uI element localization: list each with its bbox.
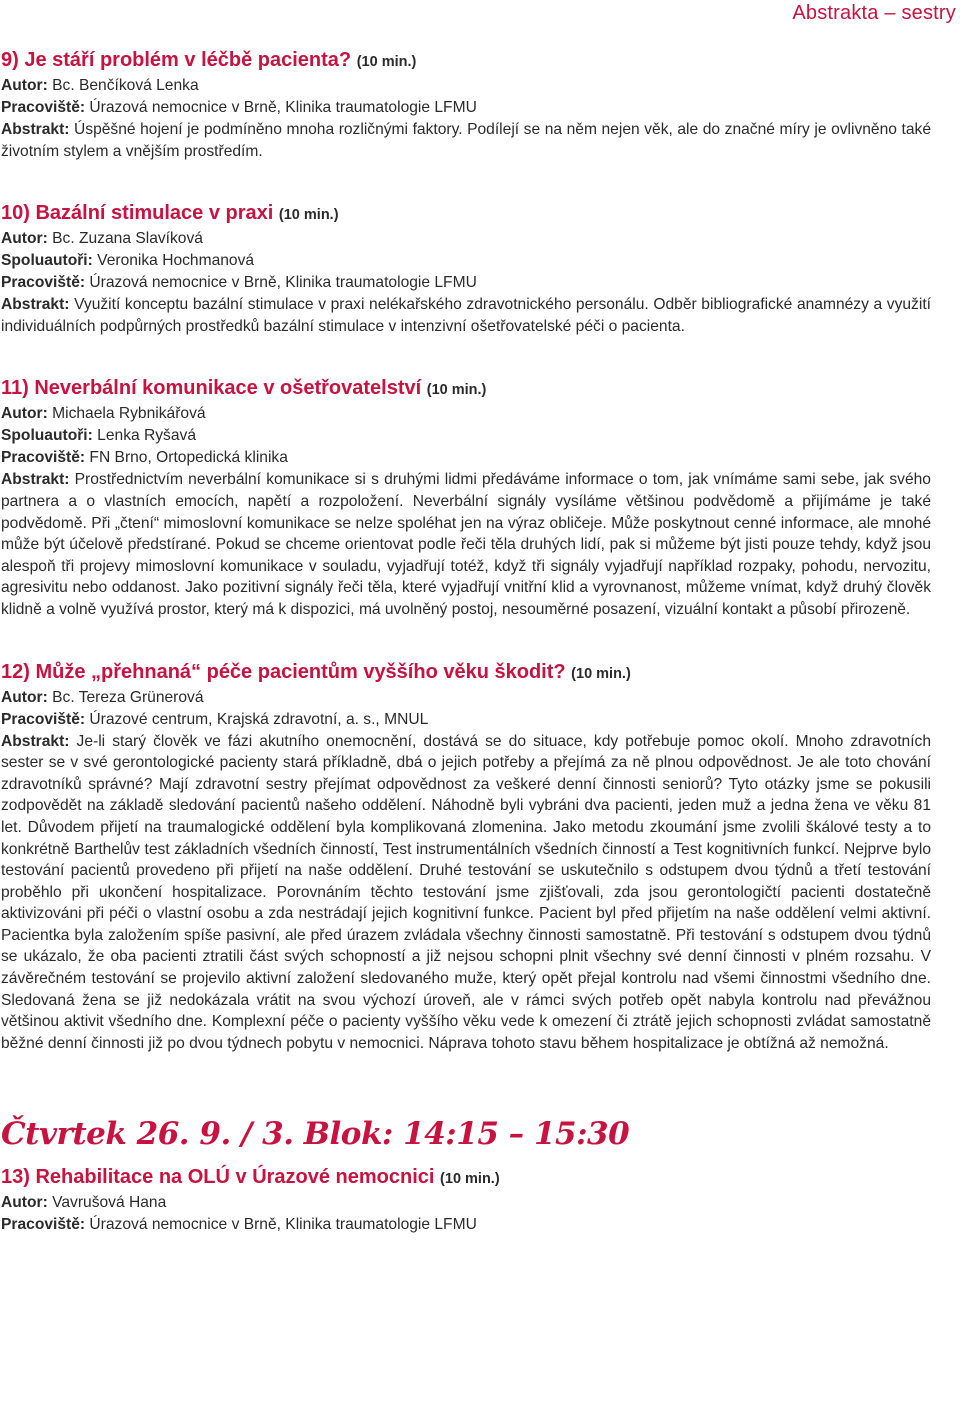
entry-title-text: 11) Neverbální komunikace v ošetřovatelství bbox=[1, 377, 422, 400]
workplace-line bbox=[1, 97, 931, 119]
entry-duration: (10 min.) bbox=[571, 665, 631, 682]
abstract-entry-9 bbox=[1, 47, 931, 162]
author-label: Autor: bbox=[1, 1194, 48, 1212]
abstract-label: Abstrakt: bbox=[1, 732, 70, 750]
entry-duration: (10 min.) bbox=[356, 54, 417, 70]
entry-title bbox=[1, 1164, 931, 1192]
workplace-value: Úrazové centrum, Krajská zdravotní, a. s., MNUL bbox=[89, 710, 429, 728]
entry-title bbox=[1, 200, 931, 228]
abstract-body: Prostřednictvím neverbální komunikace si s druhými lidmi předáváme informace o tom, jak vnímáme sami sebe, jak svého partnera a o vlastních emocích, napětí a rozpoložení. Neverbální signály vysíláme většinou podvědomě a přijímáme je také podvědomě. Při „čtení“ mimoslovní komunikace se nelze spoléhat jen na výraz obličeje. Může poskytnout cenné informace, ale mnohé může být účelově předstírané. Pokud se chceme orientovat podle řeči těla druhých lidí, pak si můžeme být jisti pouze tehdy, když jsou alespoň tři projevy mimoslovní komunikace v souladu, vyjadřují totéž, když tři signály vyjadřují například rozpaky, pohodu, nervozitu, agresivitu nebo oddanost. Jako pozitivní signály řeči těla, které vyjadřují vnitřní klid a vyrovnanost, můžeme vnímat, když druhý člověk klidně a volně využívá prostor, který má k dispozici, má uvolněný postoj, nesouměrné posazení, vizuální kontakt a působí přirozeně. bbox=[1, 471, 931, 618]
entry-duration: (10 min.) bbox=[440, 1171, 500, 1188]
abstract-text bbox=[1, 119, 931, 162]
author-value: Vavrušová Hana bbox=[52, 1194, 167, 1212]
workplace-value: Úrazová nemocnice v Brně, Klinika traumatologie LFMU bbox=[89, 99, 477, 116]
author-line bbox=[1, 687, 931, 709]
author-label: Autor: bbox=[1, 230, 48, 248]
author-line bbox=[1, 75, 931, 97]
entry-title-text: 12) Může „přehnaná“ péče pacientům vyššího věku škodit? bbox=[1, 660, 566, 683]
workplace-line bbox=[1, 447, 931, 469]
abstract-label: Abstrakt: bbox=[1, 471, 70, 489]
author-line bbox=[1, 1192, 931, 1214]
abstract-body: Využití konceptu bazální stimulace v praxi nelékařského zdravotnického personálu. Odběr bibliografické anamnézy a využití individuálních podpůrných prostředků bazální stimulace v intenzivní ošetřovatelské péči o pacienta. bbox=[1, 296, 931, 335]
page-content bbox=[1, 47, 931, 1236]
entry-title bbox=[1, 47, 931, 75]
workplace-label: Pracoviště: bbox=[1, 274, 86, 292]
workplace-line bbox=[1, 272, 931, 294]
entry-duration: (10 min.) bbox=[278, 207, 339, 224]
abstract-label: Abstrakt: bbox=[1, 296, 70, 314]
abstract-text bbox=[1, 469, 931, 620]
author-line bbox=[1, 228, 931, 250]
coauthors-value: Lenka Ryšavá bbox=[97, 427, 196, 445]
workplace-value: Úrazová nemocnice v Brně, Klinika traumatologie LFMU bbox=[89, 1216, 477, 1234]
abstract-entry-12 bbox=[1, 659, 931, 1055]
coauthors-label: Spoluautoři: bbox=[1, 252, 93, 270]
entry-title bbox=[1, 659, 931, 687]
coauthors-line bbox=[1, 250, 931, 272]
workplace-label: Pracoviště: bbox=[1, 710, 86, 728]
entry-title-text: 9) Je stáří problém v léčbě pacienta? bbox=[1, 49, 352, 71]
entry-title-text: 13) Rehabilitace na OLÚ v Úrazové nemocnici bbox=[1, 1166, 435, 1189]
entry-title-text: 10) Bazální stimulace v praxi bbox=[1, 202, 274, 225]
abstract-entry-10 bbox=[1, 200, 931, 337]
author-value: Bc. Tereza Grünerová bbox=[52, 688, 204, 706]
abstract-entry-13 bbox=[1, 1164, 931, 1236]
entry-title bbox=[1, 375, 931, 403]
coauthors-line bbox=[1, 425, 931, 447]
abstract-text bbox=[1, 731, 931, 1055]
author-label: Autor: bbox=[1, 405, 48, 423]
workplace-label: Pracoviště: bbox=[1, 99, 86, 116]
workplace-line bbox=[1, 709, 931, 731]
day-block-heading: Čtvrtek 26. 9. / 3. Blok: 14:15 – 15:30 bbox=[1, 1116, 630, 1153]
workplace-line bbox=[1, 1214, 931, 1236]
author-value: Bc. Zuzana Slavíková bbox=[52, 230, 203, 248]
coauthors-label: Spoluautoři: bbox=[1, 427, 93, 445]
abstract-body: Úspěšné hojení je podmíněno mnoha rozličnými faktory. Podílejí se na něm nejen věk, ale do značné míry je ovlivněno také životním stylem a vnějším prostředím. bbox=[1, 121, 931, 160]
author-line bbox=[1, 403, 931, 425]
workplace-label: Pracoviště: bbox=[1, 1216, 86, 1234]
abstract-text bbox=[1, 294, 931, 337]
author-label: Autor: bbox=[1, 688, 48, 706]
author-value: Michaela Rybnikářová bbox=[52, 405, 206, 423]
abstract-entry-11 bbox=[1, 375, 931, 620]
entry-duration: (10 min.) bbox=[426, 382, 487, 399]
workplace-label: Pracoviště: bbox=[1, 449, 86, 467]
abstract-body: Je-li starý člověk ve fázi akutního onemocnění, dostává se do situace, kdy potřebuje pomoc okolí. Mnoho zdravotních sester se v své gerontologické pacienty stará příkladně, dbá o jejich potřeby a přejímá za ně plnou odpovědnost. Je ale toto chování zdravotníků správné? Mají zdravotní sestry přejímat odpovědnost za veškeré denní činnosti seniorů? Tyto otázky jsme se pokusili zodpovědět na základě sledování pacientů našeho oddělení. Náhodně byli vybráni dva pacienti, jeden muž a jedna žena ve věku 81 let. Důvodem přijetí na traumalogické oddělení byla komplikovaná zlomenina. Jako metodu zkoumání jsme zvolili škálové testy a to konkrétně Barthelův test základních všedních činností, Test instrumentálních všedních činností a Test kognitivních funkcí. Nejprve bylo testování pacientů provedeno při přijetí na naše oddělení. Druhé testování se uskutečnilo s odstupem dvou týdnů a třetí testování proběhlo při ukončení hospitalizace. Porovnáním těchto testování jsme zjišťovali, zda jsou gerontologičtí pacienti dostatečně aktivizováni při péči o vlastní osobu a zda nestrádají jejich kognitivní funkce. Pacient byl před přijetím na naše oddělení velmi aktivní. Pacientka byla založením spíše pasivní, ale před úrazem zvládala všechny činnosti samostatně. Při testování s odstupem dvou týdnů se ukázalo, že oba pacienti ztratili část svých schopností a již nejsou schopni plnit všechny své denní činnosti v plném rozsahu. V závěrečném testování se projevilo aktivní založení sledovaného muže, který opět přejal kontrolu nad všemi činnostmi všedního dne. Sledovaná žena se již nedokázala vrátit na svou výchozí úroveň, ale v rámci svých potřeb opět nabyla kontrolu nad převážnou většinou aktivit všedního dne. Komplexní péče o pacienty vyššího věku vede k omezení či ztrátě jejich schopnosti zvládat samostatně běžné denní činnosti již po dvou týdnech pobytu v nemocnici. Náprava tohoto stavu během hospitalizace je obtížná až nemožná. bbox=[1, 732, 931, 1052]
workplace-value: FN Brno, Ortopedická klinika bbox=[89, 449, 288, 467]
abstract-label: Abstrakt: bbox=[1, 121, 70, 138]
workplace-value: Úrazová nemocnice v Brně, Klinika traumatologie LFMU bbox=[89, 274, 477, 292]
coauthors-value: Veronika Hochmanová bbox=[97, 252, 255, 270]
running-header: Abstrakta – sestry bbox=[792, 2, 956, 24]
author-value: Bc. Benčíková Lenka bbox=[52, 77, 199, 94]
author-label: Autor: bbox=[1, 77, 48, 94]
